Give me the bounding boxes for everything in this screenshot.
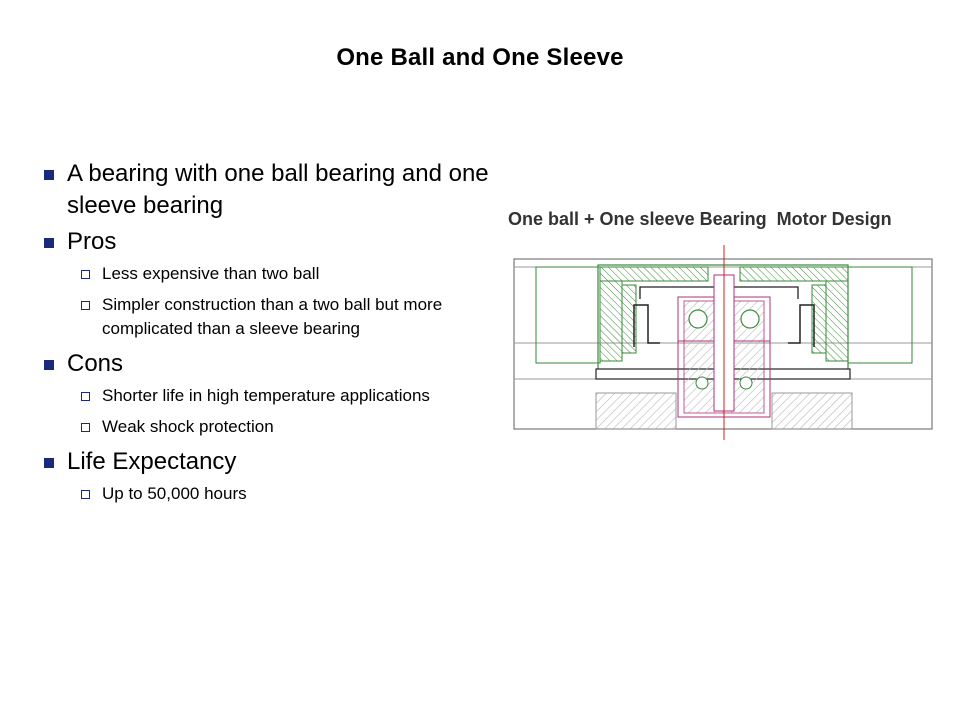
bullet-item xyxy=(42,348,492,380)
square-bullet-icon xyxy=(44,360,54,370)
bullet-item xyxy=(42,446,492,478)
mount-left xyxy=(596,393,676,429)
bullet-text: Pros xyxy=(67,228,117,255)
figure-caption-right: Motor Design xyxy=(776,209,892,229)
sub-bullet-text: Weak shock protection xyxy=(102,417,274,436)
figure-caption-left: One ball + One sleeve Bearing xyxy=(508,209,767,229)
sub-bullet-text: Simpler construction than a two ball but more complicated than a sleeve bearing xyxy=(102,295,443,338)
bullet-text: Cons xyxy=(67,350,124,377)
lower-ball-left xyxy=(696,377,708,389)
sub-bullet-item xyxy=(42,293,492,341)
hub-cap-right xyxy=(740,267,848,281)
blade-right xyxy=(848,267,912,363)
magnet-left xyxy=(600,281,622,361)
bullet-item xyxy=(42,158,492,222)
ball-right xyxy=(741,310,759,328)
sub-bullet-item xyxy=(42,415,492,439)
sub-bullet-item xyxy=(42,262,492,286)
lower-ball-right xyxy=(740,377,752,389)
stator-bracket-right xyxy=(788,305,814,347)
bullet-item xyxy=(42,226,492,258)
sub-bullet-item xyxy=(42,384,492,408)
hub-cap-left xyxy=(600,267,708,281)
stator-bracket-left xyxy=(634,305,660,347)
hollow-square-bullet-icon xyxy=(81,423,90,432)
bullet-text: Life Expectancy xyxy=(67,448,237,475)
motor-design-figure xyxy=(508,205,942,440)
square-bullet-icon xyxy=(44,238,54,248)
sub-bullet-text: Up to 50,000 hours xyxy=(102,484,247,503)
sub-bullet-text: Shorter life in high temperature applications xyxy=(102,386,430,405)
slide-title: One Ball and One Sleeve xyxy=(336,44,624,71)
bullet-list xyxy=(42,158,492,513)
hollow-square-bullet-icon xyxy=(81,270,90,279)
hollow-square-bullet-icon xyxy=(81,301,90,310)
sub-bullet-text: Less expensive than two ball xyxy=(102,264,320,283)
mount-right xyxy=(772,393,852,429)
motor-cross-section-drawing xyxy=(508,245,942,440)
magnet-right xyxy=(826,281,848,361)
figure-caption xyxy=(508,209,942,230)
square-bullet-icon xyxy=(44,458,54,468)
hollow-square-bullet-icon xyxy=(81,392,90,401)
hollow-square-bullet-icon xyxy=(81,490,90,499)
sub-bullet-item xyxy=(42,482,492,506)
square-bullet-icon xyxy=(44,170,54,180)
bullet-text: A bearing with one ball bearing and one sleeve bearing xyxy=(67,160,489,219)
blade-left xyxy=(536,267,600,363)
ball-left xyxy=(689,310,707,328)
